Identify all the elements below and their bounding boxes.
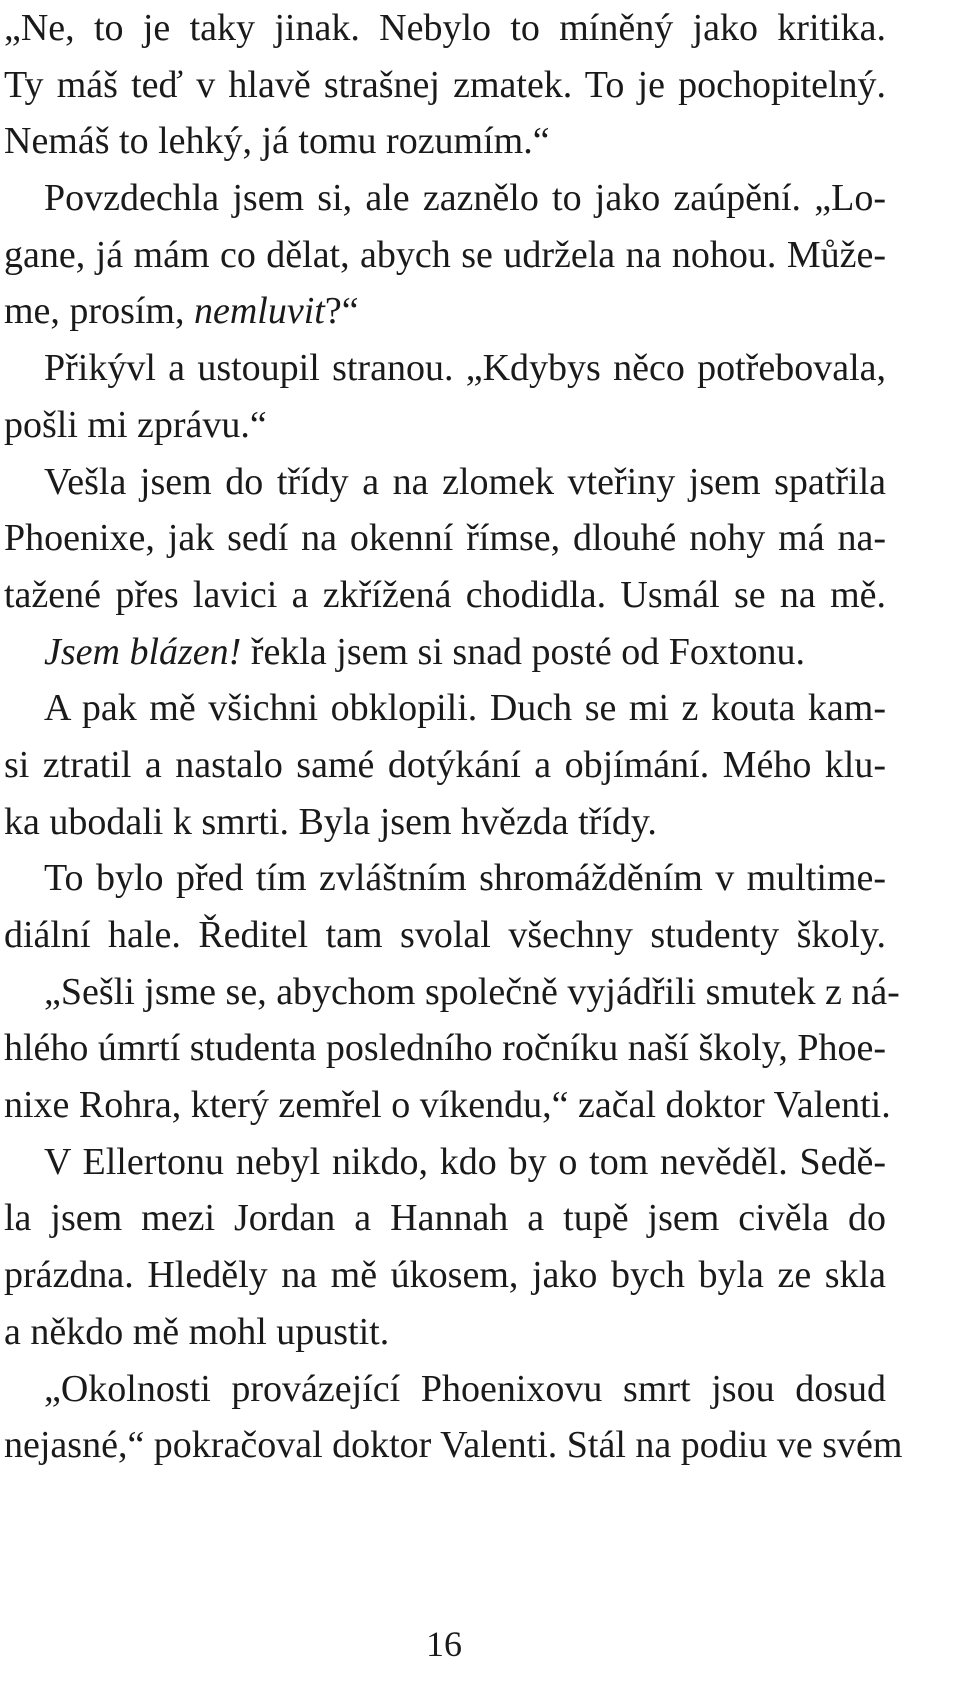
text-line: „Sešli jsme se, abychom společně vyjádřili smutek z ná- (44, 970, 900, 1013)
text-line: a někdo mě mohl upustit. (4, 1310, 390, 1353)
text-line: me, prosím, nemluvit?“ (4, 290, 359, 333)
text-line: prázdna. Hleděly na mě úkosem, jako bych byla ze skla (4, 1254, 886, 1297)
text-line: „Ne, to je taky jinak. Nebylo to míněný jako kritika. (4, 7, 886, 49)
text-line: la jsem mezi Jordan a Hannah a tupě jsem civěla do (4, 1197, 886, 1240)
text-line: V Ellertonu nebyl nikdo, kdo by o tom nevěděl. Sedě- (44, 1140, 886, 1183)
text-line: gane, já mám co dělat, abych se udržela na nohou. Může- (4, 233, 886, 276)
text-line: To bylo před tím zvláštním shromážděním v multime- (44, 857, 886, 900)
text-line: Nemáš to lehký, já tomu rozumím.“ (4, 120, 550, 163)
italic-text: nemluvit (193, 290, 325, 333)
text-line: A pak mě všichni obklopili. Duch se mi z kouta kam- (44, 687, 886, 730)
text-line: ka ubodali k smrti. Byla jsem hvězda třídy. (4, 800, 657, 843)
text-line: Přikývl a ustoupil stranou. „Kdybys něco potřebovala, (44, 347, 886, 390)
text-line: nejasné,“ pokračoval doktor Valenti. Stál na podiu ve svém (4, 1424, 903, 1467)
text-line: pošli mi zprávu.“ (4, 403, 267, 446)
text-line: nixe Rohra, který zemřel o víkendu,“ začal doktor Valenti. (4, 1084, 891, 1127)
text-line: hlého úmrtí studenta posledního ročníku naší školy, Phoe- (4, 1027, 886, 1070)
text-line: Jsem blázen! řekla jsem si snad posté od Foxtonu. (44, 630, 805, 673)
text-line: Vešla jsem do třídy a na zlomek vteřiny jsem spatřila (44, 460, 886, 503)
page-number: 16 (426, 1624, 462, 1664)
text-line: „Okolnosti provázející Phoenixovu smrt jsou dosud (44, 1367, 886, 1410)
text-line: diální hale. Ředitel tam svolal všechny studenty školy. (4, 914, 886, 956)
text-line: Povzdechla jsem si, ale zaznělo to jako zaúpění. „Lo- (44, 177, 886, 220)
body-text (4, 0, 903, 1474)
italic-text: Jsem blázen! (44, 630, 242, 673)
text-line: Phoenixe, jak sedí na okenní římse, dlouhé nohy má na- (4, 517, 886, 560)
text-line: si ztratil a nastalo samé dotýkání a objímání. Mého klu- (4, 743, 886, 786)
text-line: Ty máš teď v hlavě strašnej zmatek. To je pochopitelný. (4, 63, 886, 106)
text-line: tažené přes lavici a zkřížená chodidla. Usmál se na mě. (4, 573, 886, 616)
